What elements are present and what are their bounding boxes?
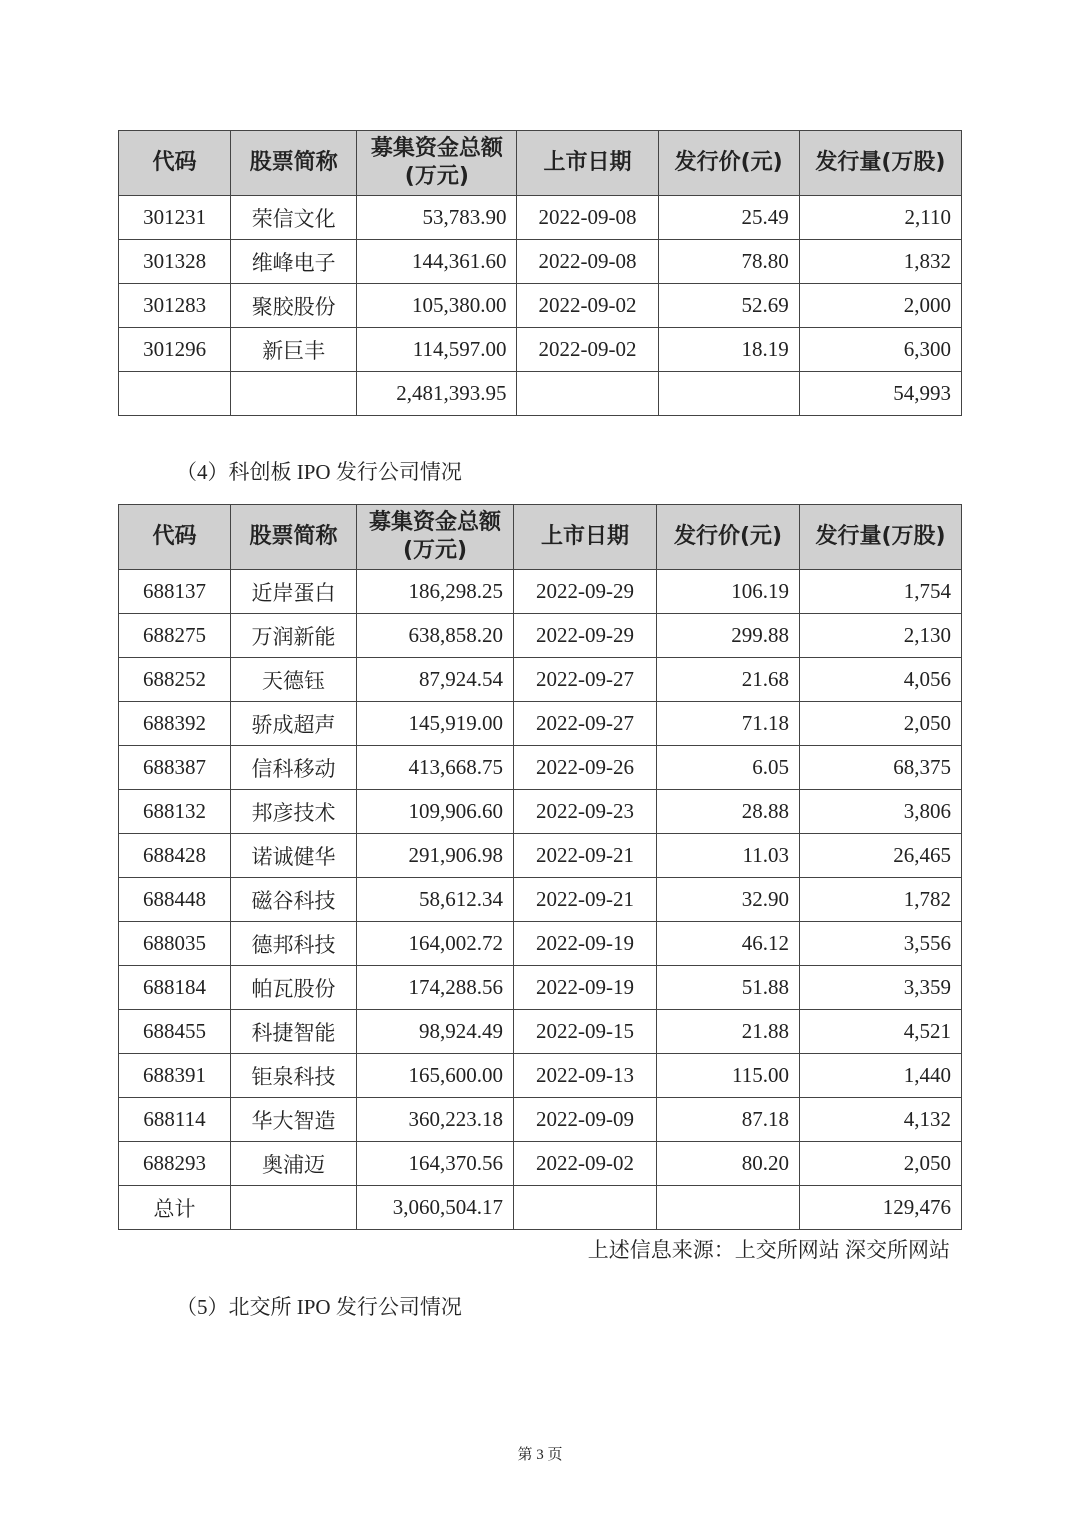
table-row (119, 922, 962, 966)
cell-name: 钜泉科技 (231, 1054, 357, 1098)
table-header-row (119, 505, 962, 570)
cell-date: 2022-09-19 (514, 966, 657, 1010)
cell-price: 28.88 (657, 790, 800, 834)
cell-volume: 1,440 (800, 1054, 962, 1098)
cell-name: 华大智造 (231, 1098, 357, 1142)
table-row (119, 1186, 962, 1230)
table-row (119, 1010, 962, 1054)
cell-code: 688387 (119, 746, 231, 790)
table-header-row (119, 131, 962, 196)
cell-date: 2022-09-29 (514, 570, 657, 614)
cell-code: 301296 (119, 328, 231, 372)
cell-amount: 638,858.20 (357, 614, 514, 658)
cell-name: 诺诚健华 (231, 834, 357, 878)
cell-price: 32.90 (657, 878, 800, 922)
cell-volume: 54,993 (799, 372, 961, 416)
cell-date: 2022-09-21 (514, 834, 657, 878)
cell-code: 688184 (119, 966, 231, 1010)
table-body (119, 196, 962, 416)
cell-amount: 98,924.49 (357, 1010, 514, 1054)
cell-name: 近岸蛋白 (231, 570, 357, 614)
cell-name: 奥浦迈 (231, 1142, 357, 1186)
cell-date: 2022-09-29 (514, 614, 657, 658)
cell-amount: 109,906.60 (357, 790, 514, 834)
column-header-price: 发行价(元) (657, 505, 800, 570)
cell-amount: 291,906.98 (357, 834, 514, 878)
cell-price: 78.80 (658, 240, 799, 284)
column-header-price: 发行价(元) (658, 131, 799, 196)
cell-date: 2022-09-15 (514, 1010, 657, 1054)
table-row (119, 1142, 962, 1186)
cell-amount: 87,924.54 (357, 658, 514, 702)
cell-volume: 2,050 (800, 1142, 962, 1186)
cell-volume: 2,000 (799, 284, 961, 328)
table-row (119, 746, 962, 790)
cell-code: 688455 (119, 1010, 231, 1054)
column-header-amount: 募集资金总额 (万元) (357, 131, 517, 196)
table-row (119, 196, 962, 240)
cell-price: 71.18 (657, 702, 800, 746)
cell-volume: 4,132 (800, 1098, 962, 1142)
column-header-amount: 募集资金总额 (万元) (357, 505, 514, 570)
cell-price: 21.88 (657, 1010, 800, 1054)
cell-name: 磁谷科技 (231, 878, 357, 922)
cell-amount: 3,060,504.17 (357, 1186, 514, 1230)
table-row (119, 658, 962, 702)
cell-date: 2022-09-02 (517, 284, 658, 328)
cell-name: 帕瓦股份 (231, 966, 357, 1010)
cell-code: 688132 (119, 790, 231, 834)
table-body (119, 570, 962, 1230)
section-5-title: （5）北交所 IPO 发行公司情况 (176, 1295, 462, 1319)
cell-price: 6.05 (657, 746, 800, 790)
cell-volume: 1,832 (799, 240, 961, 284)
cell-code: 688252 (119, 658, 231, 702)
cell-amount: 145,919.00 (357, 702, 514, 746)
cell-amount: 144,361.60 (357, 240, 517, 284)
table-row (119, 284, 962, 328)
cell-date: 2022-09-02 (517, 328, 658, 372)
cell-date: 2022-09-09 (514, 1098, 657, 1142)
cell-date (517, 372, 658, 416)
cell-price: 51.88 (657, 966, 800, 1010)
cell-name: 荣信文化 (231, 196, 357, 240)
cell-name (231, 372, 357, 416)
cell-volume: 129,476 (800, 1186, 962, 1230)
cell-name: 聚胶股份 (231, 284, 357, 328)
section-4-title: （4）科创板 IPO 发行公司情况 (176, 460, 462, 484)
page-number: 第 3 页 (517, 1447, 563, 1463)
table-row (119, 1098, 962, 1142)
cell-price: 80.20 (657, 1142, 800, 1186)
cell-price (657, 1186, 800, 1230)
cell-date: 2022-09-26 (514, 746, 657, 790)
cell-name: 新巨丰 (231, 328, 357, 372)
cell-code (119, 372, 231, 416)
cell-date: 2022-09-08 (517, 196, 658, 240)
cell-amount: 114,597.00 (357, 328, 517, 372)
cell-code: 688275 (119, 614, 231, 658)
cell-price: 25.49 (658, 196, 799, 240)
cell-amount: 165,600.00 (357, 1054, 514, 1098)
cell-code: 688428 (119, 834, 231, 878)
table-row (119, 614, 962, 658)
cell-amount: 186,298.25 (357, 570, 514, 614)
cell-name: 骄成超声 (231, 702, 357, 746)
cell-code: 688392 (119, 702, 231, 746)
cell-code: 301231 (119, 196, 231, 240)
cell-volume: 2,130 (800, 614, 962, 658)
table-row (119, 570, 962, 614)
cell-volume: 1,754 (800, 570, 962, 614)
cell-volume: 6,300 (799, 328, 961, 372)
cell-date (514, 1186, 657, 1230)
cell-amount: 53,783.90 (357, 196, 517, 240)
cell-price: 115.00 (657, 1054, 800, 1098)
cell-amount: 413,668.75 (357, 746, 514, 790)
cell-name (231, 1186, 357, 1230)
cell-name: 德邦科技 (231, 922, 357, 966)
cell-amount: 360,223.18 (357, 1098, 514, 1142)
table-star-market (118, 504, 962, 1230)
cell-price: 52.69 (658, 284, 799, 328)
cell-code: 688137 (119, 570, 231, 614)
column-header-date: 上市日期 (514, 505, 657, 570)
cell-date: 2022-09-19 (514, 922, 657, 966)
cell-code: 301283 (119, 284, 231, 328)
column-header-name: 股票简称 (231, 505, 357, 570)
cell-name: 维峰电子 (231, 240, 357, 284)
cell-volume: 2,110 (799, 196, 961, 240)
cell-price: 46.12 (657, 922, 800, 966)
cell-price: 106.19 (657, 570, 800, 614)
cell-price: 18.19 (658, 328, 799, 372)
column-header-date: 上市日期 (517, 131, 658, 196)
table-main-board (118, 130, 962, 416)
cell-amount: 2,481,393.95 (357, 372, 517, 416)
cell-code: 688293 (119, 1142, 231, 1186)
cell-code: 688391 (119, 1054, 231, 1098)
column-header-volume: 发行量(万股) (800, 505, 962, 570)
cell-date: 2022-09-13 (514, 1054, 657, 1098)
cell-volume: 26,465 (800, 834, 962, 878)
table-row (119, 790, 962, 834)
cell-volume: 4,056 (800, 658, 962, 702)
cell-date: 2022-09-23 (514, 790, 657, 834)
cell-code: 688114 (119, 1098, 231, 1142)
table-row (119, 702, 962, 746)
cell-price: 11.03 (657, 834, 800, 878)
cell-code: 301328 (119, 240, 231, 284)
cell-amount: 174,288.56 (357, 966, 514, 1010)
cell-name: 科捷智能 (231, 1010, 357, 1054)
cell-amount: 105,380.00 (357, 284, 517, 328)
cell-volume: 3,556 (800, 922, 962, 966)
cell-price: 21.68 (657, 658, 800, 702)
cell-amount: 164,002.72 (357, 922, 514, 966)
cell-name: 天德钰 (231, 658, 357, 702)
cell-volume: 2,050 (800, 702, 962, 746)
cell-name: 信科移动 (231, 746, 357, 790)
table-row (119, 372, 962, 416)
column-header-volume: 发行量(万股) (799, 131, 961, 196)
cell-price: 299.88 (657, 614, 800, 658)
cell-code: 总计 (119, 1186, 231, 1230)
cell-date: 2022-09-21 (514, 878, 657, 922)
table-row (119, 878, 962, 922)
cell-price: 87.18 (657, 1098, 800, 1142)
cell-volume: 68,375 (800, 746, 962, 790)
cell-amount: 164,370.56 (357, 1142, 514, 1186)
cell-volume: 4,521 (800, 1010, 962, 1054)
cell-volume: 3,806 (800, 790, 962, 834)
table-row (119, 834, 962, 878)
column-header-name: 股票简称 (231, 131, 357, 196)
column-header-code: 代码 (119, 131, 231, 196)
cell-date: 2022-09-27 (514, 658, 657, 702)
table-row (119, 240, 962, 284)
cell-amount: 58,612.34 (357, 878, 514, 922)
column-header-code: 代码 (119, 505, 231, 570)
cell-date: 2022-09-02 (514, 1142, 657, 1186)
table-row (119, 966, 962, 1010)
cell-date: 2022-09-08 (517, 240, 658, 284)
table-row (119, 328, 962, 372)
cell-code: 688035 (119, 922, 231, 966)
cell-date: 2022-09-27 (514, 702, 657, 746)
cell-price (658, 372, 799, 416)
cell-name: 邦彦技术 (231, 790, 357, 834)
table-row (119, 1054, 962, 1098)
cell-name: 万润新能 (231, 614, 357, 658)
source-note: 上述信息来源：上交所网站 深交所网站 (587, 1238, 950, 1262)
cell-volume: 1,782 (800, 878, 962, 922)
cell-code: 688448 (119, 878, 231, 922)
cell-volume: 3,359 (800, 966, 962, 1010)
